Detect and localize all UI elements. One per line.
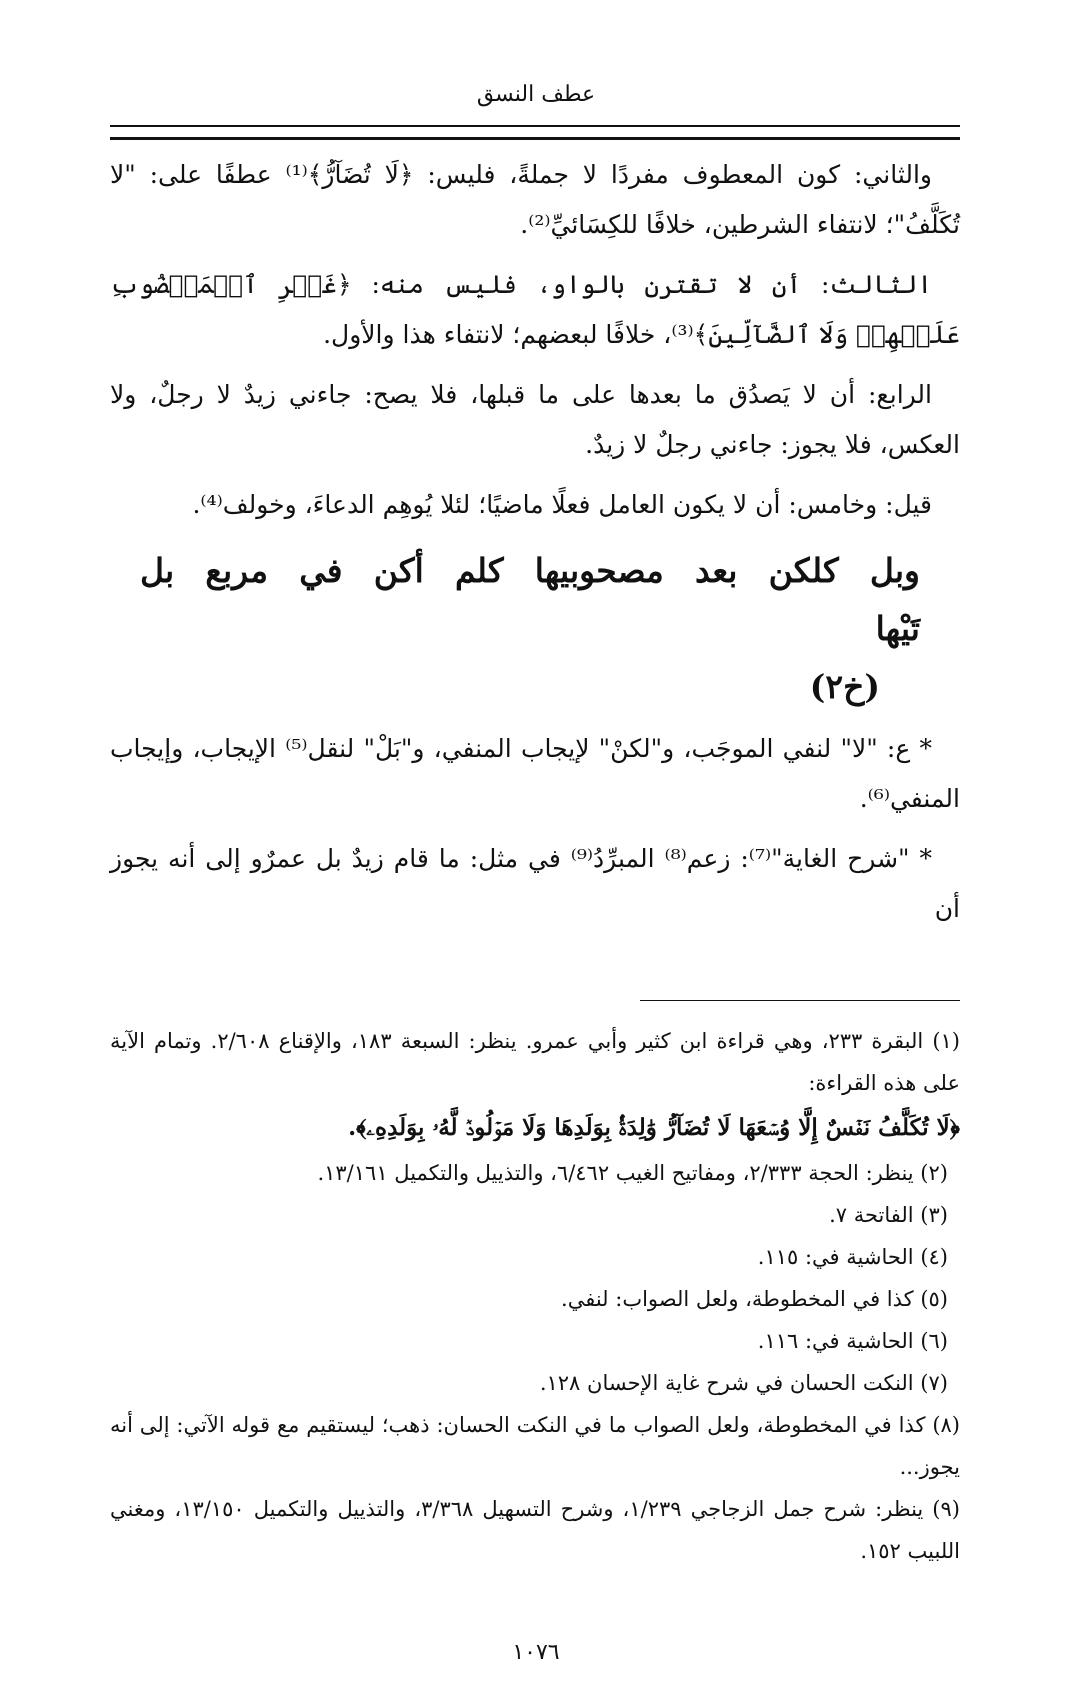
running-header-title: عطف النسق <box>476 82 596 107</box>
poem-verse-tag: (خ٢) <box>809 667 880 706</box>
footnote-1: (١) البقرة ٢٣٣، وهي قراءة ابن كثير وأبي عمرو. ينظر: السبعة ١٨٣، والإقناع ٢/٦٠٨. وتمام الآية على هذه القراءة: <box>110 1029 960 1095</box>
footnote-5: (٥) كذا في المخطوطة، ولعل الصواب: لنفي. <box>561 1287 948 1311</box>
footnote-separator <box>640 1000 960 1001</box>
poem-verse-text: وبل كلكن بعد مصحوبيها كلم أكن في مربع بل تَيْها <box>140 551 920 648</box>
paragraph-sharh-alghaya: * "شرح الغاية"⁽⁷⁾: زعم⁽⁸⁾ المبرِّدُ⁽⁹⁾ في مثل: ما قام زيدٌ بل عمرٌو إلى أنه يجوز أن <box>110 844 960 923</box>
footnote-3: (٣) الفاتحة ٧. <box>829 1203 948 1227</box>
footnote-7: (٧) النكت الحسان في شرح غاية الإحسان ١٢٨. <box>539 1371 948 1395</box>
footnotes <box>110 1020 960 1572</box>
page-number: ١٠٧٦ <box>512 1640 560 1665</box>
header-rule-thin <box>110 125 960 127</box>
footnote-2: (٢) ينظر: الحجة ٢/٣٣٣، ومفاتيح الغيب ٦/٤٦٢، والتذييل والتكميل ١٣/١٦١. <box>317 1161 948 1185</box>
header-rule-thick <box>110 137 960 140</box>
footnote-6: (٦) الحاشية في: ١١٦. <box>757 1329 948 1353</box>
paragraph-third-condition: الثالث: أن لا تقترن بالواو، فليس منه: ﴿غَيۡرِ ٱلۡمَغۡضُوبِ عَلَيۡهِمۡ وَلَا ٱلضَّآلِّينَ﴾⁽³⁾، خلافًا لبعضهم؛ لانتفاء هذا والأول. <box>110 270 960 349</box>
footnote-8: (٨) كذا في المخطوطة، ولعل الصواب ما في النكت الحسان: ذهب؛ ليستقيم مع قوله الآتي: إلى أنه يجوز... <box>110 1413 960 1479</box>
paragraph-second-condition: والثاني: كون المعطوف مفردًا لا جملةً، فليس: ﴿لَا تُضَآرُّ﴾⁽¹⁾ عطفًا على: "لا تُكَلَّفُ"؛ لانتفاء الشرطين، خلافًا للكِسَائيِّ⁽²⁾. <box>110 160 960 239</box>
main-text <box>110 150 960 944</box>
footnote-4: (٤) الحاشية في: ١١٥. <box>757 1245 948 1269</box>
paragraph-fifth-condition: قيل: وخامس: أن لا يكون العامل فعلًا ماضيًا؛ لئلا يُوهِم الدعاءَ، وخولف⁽⁴⁾. <box>192 490 932 519</box>
footnote-9: (٩) ينظر: شرح جمل الزجاجي ١/٢٣٩، وشرح التسهيل ٣/٣٦٨، والتذييل والتكميل ١٣/١٥٠، ومغني اللبيب ١٥٢. <box>110 1497 960 1563</box>
footnote-1-verse <box>110 1104 960 1152</box>
poem-verse <box>110 542 960 716</box>
paragraph-commentary-ain: * ع: "لا" لنفي الموجَب، و"لكنْ" لإيجاب المنفي، و"بَلْ" لنقل⁽⁵⁾ الإيجاب، وإيجاب المنفي⁽⁶⁾. <box>110 734 960 813</box>
footnote-1-quran-text: ﴿لَا تُكَلَّفُ نَفۡسٌ إِلَّا وُسۡعَهَا لَا تُضَآرُّ وَٰلِدَةُۢ بِوَلَدِهَا وَلَا مَوۡلُودٞ لَّهُۥ بِوَلَدِهِۦ﴾. <box>348 1114 960 1141</box>
paragraph-fourth-condition: الرابع: أن لا يَصدُق ما بعدها على ما قبلها، فلا يصح: جاءني زيدٌ لا رجلٌ، ولا العكس، فلا يجوز: جاءني رجلٌ لا زيدٌ. <box>110 380 960 459</box>
